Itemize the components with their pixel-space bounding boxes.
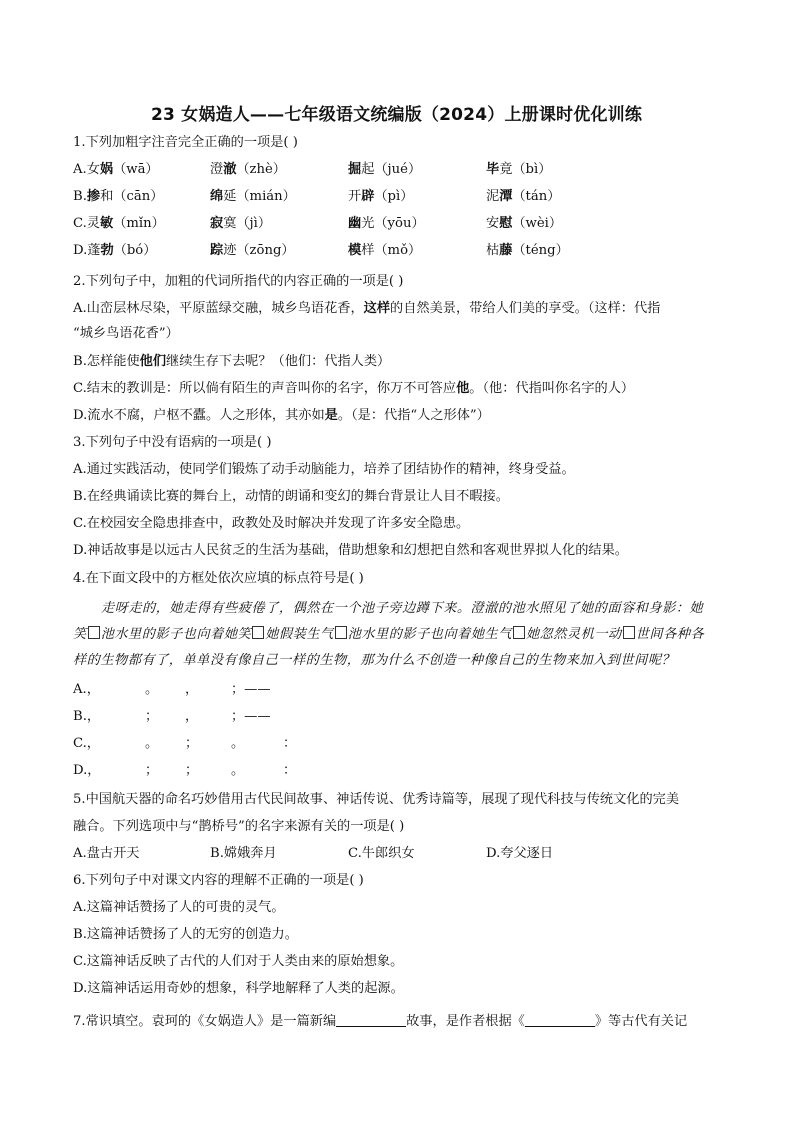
bold-char: 敏 (100, 216, 114, 231)
passage-line: 走呀走的，她走得有些疲倦了，偶然在一个池子旁边蹲下来。澄澈的池水照见了她的面容和身影：她 (101, 601, 704, 616)
question-3-stem: 3.下列句子中没有语病的一项是( ) (73, 435, 272, 450)
bold-char: 幽 (348, 216, 362, 231)
punctuation-mark: ； (185, 763, 199, 778)
question-3-option-b: B.在经典诵读比赛的舞台上，动情的朗诵和变幻的舞台背景让人目不暇接。 (73, 489, 509, 504)
blank-box (513, 626, 525, 639)
pinyin-item (210, 160, 286, 180)
bold-char: 潭 (499, 189, 513, 204)
bold-char: 踪 (210, 243, 224, 258)
passage-segment: 池水里的影子也向着她笑 (100, 627, 252, 642)
plain-char: 澄 (210, 162, 224, 177)
pinyin-text: 起（jué） (361, 162, 422, 177)
question-4-passage (73, 596, 721, 674)
bold-char: 澈 (223, 162, 237, 177)
option-d: D.夸父逐日 (486, 846, 554, 861)
passage-segment: 池水里的影子也向着她生气 (347, 627, 512, 642)
pinyin-text: （wèi） (512, 216, 563, 231)
bold-char: 藤 (499, 243, 513, 258)
question-6-option-b: B.这篇神话赞扬了人的无穷的创造力。 (73, 927, 298, 942)
page-title: 23 女娲造人——七年级语文统编版（2024）上册课时优化训练 (150, 105, 643, 125)
pinyin-text: （pì） (374, 189, 414, 204)
blank-box (623, 626, 635, 639)
bold-pronoun: 他们 (139, 354, 167, 369)
pinyin-text: 迹（zōng） (223, 243, 295, 258)
option-text: 。（他：代指叫你名字的人） (469, 381, 635, 396)
option-b: B.嫦娥奔月 (210, 846, 277, 861)
pinyin-item (210, 241, 295, 261)
punctuation-mark: B.， (73, 709, 101, 724)
option-text: C.结末的教训是：所以倘有陌生的声音叫你的名字，你万不可答应 (73, 381, 457, 396)
question-3-option-c: C.在校园安全隐患排查中，政教处及时解决并发现了许多安全隐患。 (73, 516, 470, 531)
punctuation-mark: ， (185, 709, 199, 724)
pinyin-item (73, 214, 165, 234)
pinyin-item (73, 187, 163, 207)
bold-char: 掺 (86, 189, 101, 204)
punctuation-mark: ；—— (231, 682, 271, 697)
punctuation-mark: ；—— (231, 709, 271, 724)
stem-text: 7.常识填空。袁珂的《女娲造人》是一篇新编 (73, 1014, 337, 1029)
punctuation-mark: 。 (231, 736, 245, 751)
bold-char: 毕 (486, 162, 500, 177)
pinyin-text: 和（cān） (100, 189, 164, 204)
pinyin-text: 寞（jì） (223, 216, 272, 231)
plain-char: D.蓬 (73, 243, 101, 258)
question-6-option-a: A.这篇神话赞扬了人的可贵的灵气。 (73, 900, 285, 915)
punctuation-mark: C.， (73, 736, 100, 751)
pinyin-text: 竟（bì） (499, 162, 552, 177)
pinyin-item (486, 160, 551, 180)
stem-text: 故事，是作者根据《 (406, 1014, 525, 1029)
stem-text: 》等古代有关记 (594, 1014, 688, 1029)
blank-box (335, 626, 347, 639)
pinyin-item (348, 160, 421, 180)
bold-char: 寂 (210, 216, 224, 231)
bold-pronoun: 是 (324, 408, 338, 423)
passage-line (73, 622, 721, 648)
question-2-stem: 2.下列句子中，加粗的代词所指代的内容正确的一项是( ) (73, 274, 404, 289)
pinyin-item (348, 214, 425, 234)
question-2-option-d (73, 406, 490, 426)
passage-segment: 笑 (73, 627, 87, 642)
plain-char: B. (73, 189, 87, 204)
pinyin-item (73, 241, 156, 261)
plain-char: C.灵 (73, 216, 100, 231)
pinyin-text: 延（mián） (223, 189, 296, 204)
fill-blank (336, 1014, 406, 1027)
pinyin-text: （wā） (113, 162, 159, 177)
question-4-stem: 4.在下面文段中的方框处依次应填的标点符号是( ) (73, 571, 364, 586)
question-1-stem: 1.下列加粗字注音完全正确的一项是( ) (73, 135, 298, 150)
plain-char: 枯 (486, 243, 500, 258)
plain-char: A.女 (73, 162, 100, 177)
blank-box (252, 626, 264, 639)
bold-char: 辟 (361, 189, 375, 204)
question-6-option-c: C.这篇神话反映了古代的人们对于人类由来的原始想象。 (73, 954, 404, 969)
question-6-option-d: D.这篇神话运用奇妙的想象，科学地解释了人类的起源。 (73, 981, 404, 996)
punctuation-mark: ： (283, 736, 297, 751)
plain-char: 泥 (486, 189, 500, 204)
option-text: 。（是：代指“人之形体”） (337, 408, 490, 423)
pinyin-item (348, 187, 413, 207)
pinyin-text: （tán） (512, 189, 561, 204)
plain-char: 安 (486, 216, 500, 231)
passage-segment: 她假装生气 (265, 627, 334, 642)
bold-char: 慰 (499, 216, 513, 231)
pinyin-item (486, 187, 560, 207)
pinyin-text: （téng） (512, 243, 569, 258)
pinyin-item (486, 241, 569, 261)
question-3-option-a: A.通过实践活动，使同学们锻炼了动手动脑能力，培养了团结协作的精神，终身受益。 (73, 462, 575, 477)
pinyin-text: （mǐn） (113, 216, 165, 231)
option-text: B.怎样能使 (73, 354, 140, 369)
pinyin-item (210, 214, 271, 234)
punctuation-mark: ； (145, 763, 159, 778)
pinyin-text: （bó） (113, 243, 157, 258)
punctuation-mark: ： (283, 763, 297, 778)
pinyin-text: 样（mǒ） (361, 243, 422, 258)
option-text: A.山峦层林尽染，平原蓝绿交融，城乡鸟语花香， (73, 301, 364, 316)
plain-char: 开 (348, 189, 362, 204)
question-2-option-c (73, 379, 634, 399)
option-text: D.流水不腐，户枢不蠹。人之形体，其亦如 (73, 408, 325, 423)
pinyin-item (73, 160, 159, 180)
option-text: 继续生存下去呢？（他们：代指人类） (166, 354, 391, 369)
punctuation-mark: 。 (145, 736, 159, 751)
pinyin-item (486, 214, 562, 234)
question-2-option-b (73, 352, 390, 372)
question-2-option-a (73, 299, 660, 319)
pinyin-item (210, 187, 296, 207)
bold-pronoun: 这样 (363, 301, 391, 316)
punctuation-mark: ； (185, 736, 199, 751)
punctuation-mark: ； (145, 709, 159, 724)
punctuation-mark: 。 (231, 763, 245, 778)
bold-pronoun: 他 (456, 381, 470, 396)
question-5-stem-cont: 融合。下列选项中与“鹊桥号”的名字来源有关的一项是( ) (73, 819, 405, 834)
option-c: C.牛郎织女 (348, 846, 415, 861)
passage-segment: 她忽然灵机一动 (525, 627, 622, 642)
punctuation-mark: A.， (73, 682, 100, 697)
bold-char: 掘 (348, 162, 362, 177)
option-text: 的自然美景，带给人们美的享受。（这样：代指 (390, 301, 661, 316)
passage-line: 样的生物都有了，单单没有像自己一样的生物，那为什么不创造一种像自己的生物来加入到世间呢？ (73, 653, 676, 668)
blank-box (88, 626, 100, 639)
punctuation-mark: D.， (73, 763, 101, 778)
pinyin-text: 光（yōu） (361, 216, 425, 231)
bold-char: 绵 (210, 189, 224, 204)
punctuation-mark: ， (185, 682, 199, 697)
bold-char: 模 (348, 243, 362, 258)
question-5-stem: 5.中国航天器的命名巧妙借用古代民间故事、神话传说、优秀诗篇等，展现了现代科技与传统文化的完美 (73, 792, 680, 807)
pinyin-item (348, 241, 421, 261)
option-a: A.盘古开天 (73, 846, 140, 861)
question-6-stem: 6.下列句子中对课文内容的理解不正确的一项是( ) (73, 873, 364, 888)
question-2-option-a-cont: “城乡鸟语花香”） (73, 326, 179, 341)
question-3-option-d: D.神话故事是以远古人民贫乏的生活为基础，借助想象和幻想把自然和客观世界拟人化的结果。 (73, 543, 628, 558)
bold-char: 娲 (99, 162, 114, 177)
passage-segment: 世间各种各 (635, 627, 705, 642)
pinyin-text: （zhè） (236, 162, 286, 177)
question-7-stem (73, 1012, 687, 1032)
fill-blank (525, 1014, 595, 1027)
bold-char: 勃 (100, 243, 114, 258)
punctuation-mark: 。 (145, 682, 159, 697)
